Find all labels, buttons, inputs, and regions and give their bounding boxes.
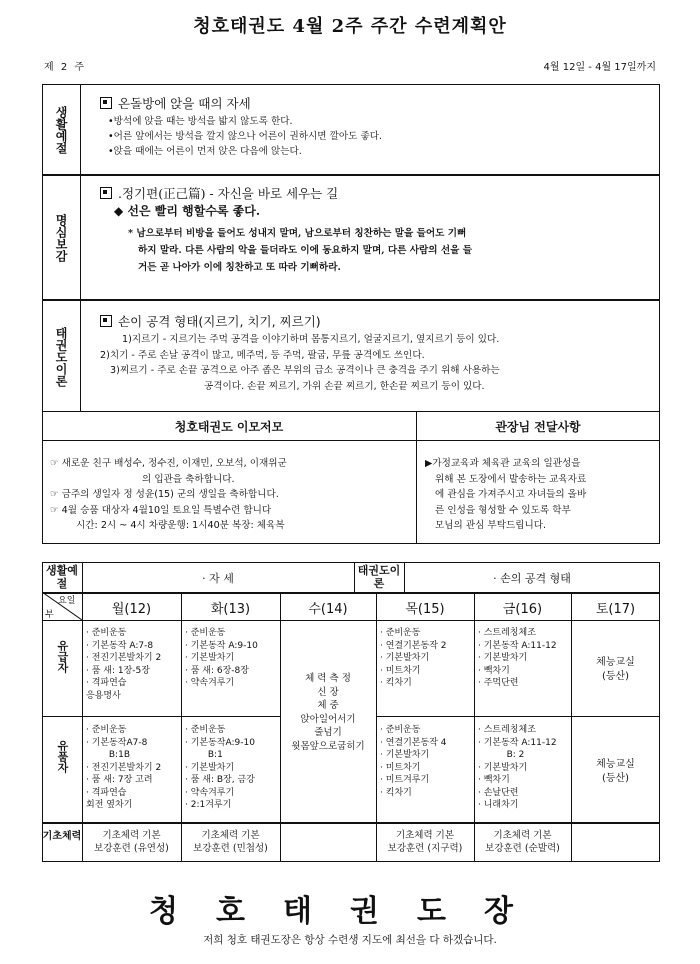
day-header-thu: 목(15): [405, 602, 445, 617]
section-side-label: 생활예절: [54, 106, 68, 154]
schedule-cell: · 준비운동 · 기본동작 A:7-8 · 전진기본발차기 2 · 품 새: 1장-5장 · 격파연습 응용명사: [86, 628, 162, 701]
week-label: 제 2 주: [44, 62, 87, 73]
row-head-basic: 기초체력: [42, 831, 82, 842]
corner-label-group: 부: [45, 610, 54, 620]
section-subheading: ◆ 선은 빨리 행할수록 좋다.: [114, 204, 261, 218]
schedule-value-theory: · 손의 공격 형태: [493, 572, 571, 585]
section-heading: 손이 공격 형태(지르기, 치기, 찌르기): [118, 314, 321, 329]
square-bullet-icon: [100, 187, 112, 199]
section-line: 2)치기 - 주로 손날 공격이 많고, 메주먹, 등 주먹, 팔굽, 무릎 공격에도 쓰인다.: [100, 349, 425, 361]
notice-left-body: [50, 456, 412, 534]
corner-label-day: 요일: [58, 596, 76, 606]
section-line: •앉을 때에는 어른이 먼저 앉은 다음에 앉는다.: [108, 146, 302, 157]
section-line: 거든 곧 나아가 이에 칭찬하고 또 따라 기뻐하라.: [138, 262, 341, 273]
notice-line: 위해 본 도장에서 발송하는 교육자료: [435, 473, 587, 485]
etiquette-section: [100, 96, 650, 159]
section-side-label: 태권도이론: [54, 326, 68, 387]
notice-line: 의 입관을 축하합니다.: [142, 473, 235, 485]
schedule-cell: · 준비운동 · 기본동작A:9-10 B:1 · 기본발차기 · 품 새: B장, 금강 · 약속겨루기 · 2:1겨루기: [185, 725, 255, 810]
schedule-label-etiquette: 생활예절: [46, 564, 78, 590]
notice-line: 시간: 2시 ~ 4시 차량운행: 1시40분 복장: 체육복: [76, 520, 285, 531]
square-bullet-icon: [100, 97, 112, 109]
notice-right-title: 관장님 전달사항: [495, 420, 581, 434]
notice-line: ☞ 4월 승품 대상자 4월10일 토요일 특별수련 합니다: [50, 504, 272, 516]
schedule-cell: · 스트레칭체조 · 기본동작 A:11-12 B: 2 · 기본발차기 · 빽차기 · 손날단련 · 니래차기: [478, 725, 557, 810]
schedule-cell: · 준비운동 · 연결기본동작 4 · 기본발차기 · 미트차기 · 미트겨루기 · 킥차기: [380, 725, 447, 798]
day-header-mon: 월(12): [111, 602, 152, 617]
basic-fitness-cell: 기초체력 기본 보강훈련 (민첩성): [193, 830, 268, 854]
section-heading: .정기편(正己篇) - 자신을 바로 세우는 길: [118, 186, 339, 201]
notice-line: ▶가정교육과 체육관 교육의 일관성을: [425, 458, 581, 469]
notice-right-body: [425, 456, 655, 534]
notice-line: ☞ 금주의 생일자 정 성윤(15) 군의 생일을 축하합니다.: [50, 489, 279, 500]
footer-message: 저희 청호 태권도장은 항상 수련생 지도에 최선을 다 하겠습니다.: [203, 934, 497, 946]
section-line: 공격이다. 손끝 찌르기, 가위 손끝 찌르기, 한손끝 찌르기 등이 있다.: [204, 380, 485, 392]
day-header-tue: 화(13): [210, 602, 251, 617]
notice-line: 른 인성을 형성할 수 있도록 학부: [435, 504, 571, 516]
theory-section: [100, 314, 652, 394]
schedule-cell: 체능교실 (등산): [596, 657, 635, 682]
section-line: 1)지르기 - 지르기는 주먹 공격을 이야기하며 몸통지르기, 얼굴지르기, 옆지르기 등이 있다.: [122, 334, 500, 345]
notice-line: 모님의 관심 부탁드립니다.: [435, 520, 547, 531]
schedule-value-etiquette: · 자 세: [202, 572, 234, 585]
schedule-cell: · 스트레칭체조 · 기본동작 A:11-12 · 기본발차기 · 빽차기 · 주먹단련: [478, 628, 557, 688]
notice-line: 에 관심을 가져주시고 자녀들의 올바: [435, 489, 587, 500]
section-line: •어른 앞에서는 방석을 깔지 않으나 어른이 권하시면 깔아도 좋다.: [108, 131, 383, 142]
row-head-kyu: 유급자: [56, 640, 69, 673]
day-header-sat: 토(17): [595, 602, 636, 617]
section-side-label: 명심보감: [54, 213, 68, 262]
section-line: •방석에 앉을 때는 방석을 밟지 않도록 한다.: [108, 116, 293, 127]
dojang-name: 청호태권도장: [149, 894, 551, 929]
square-bullet-icon: [100, 315, 112, 327]
maxims-section: [100, 186, 652, 276]
basic-fitness-cell: 기초체력 기본 보강훈련 (순발력): [485, 830, 560, 854]
row-head-poom: 유품자: [56, 740, 69, 773]
fitness-test-cell: 체 력 측 정 신 장 체 중 앉아일어서기 줄넘기 윗몸앞으로굽히기: [291, 673, 365, 752]
schedule-label-theory: 태권도이론: [357, 564, 401, 590]
section-line: * 남으로부터 비방을 들어도 성내지 말며, 남으로부터 칭찬하는 말을 들어도 기뻐: [128, 228, 467, 239]
section-line: 하지 말라. 다른 사람의 악을 들더라도 이에 동요하지 말며, 다른 사람의 선을 들: [138, 245, 473, 256]
section-heading: 온돌방에 앉을 때의 자세: [118, 96, 251, 111]
notice-left-title: 청호태권도 이모저모: [174, 420, 284, 434]
schedule-cell: · 준비운동 · 연결기본동작 2 · 기본발차기 · 미트차기 · 킥차기: [380, 628, 447, 688]
basic-fitness-cell: 기초체력 기본 보강훈련 (유연성): [94, 830, 169, 854]
notice-line: ☞ 새로운 친구 배성수, 정수진, 이재민, 오보석, 이재위군: [50, 458, 287, 469]
schedule-cell: · 준비운동 · 기본동작A7-8 B:1B · 전진기본발차기 2 · 품 새: 7장 고려 · 격파연습 회전 옆차기: [86, 725, 162, 810]
schedule-cell: 체능교실 (등산): [596, 759, 635, 784]
date-range: 4월 12일 - 4월 17일까지: [543, 62, 656, 73]
page-title: 청호태권도 4월 2주 주간 수련계획안: [193, 16, 507, 37]
day-header-fri: 금(16): [502, 602, 543, 617]
schedule-cell: · 준비운동 · 기본동작 A:9-10 · 기본발차기 · 품 새: 6장-8장 · 약속겨루기: [185, 628, 258, 688]
section-line: 3)찌르기 - 주로 손끝 공격으로 아주 좁은 부위의 급소 공격이나 큰 충격을 주기 위해 사용하는: [110, 365, 500, 376]
day-header-wed: 수(14): [308, 602, 348, 617]
basic-fitness-cell: 기초체력 기본 보강훈련 (지구력): [387, 830, 463, 854]
